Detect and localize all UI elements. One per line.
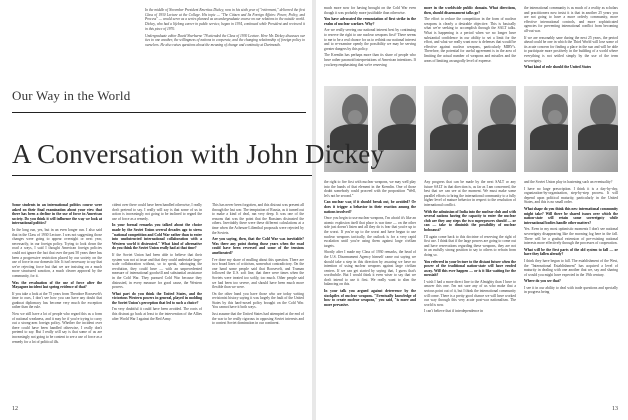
interview-answer: Just assume that the United States had attempted at the end of the war to be really rigorous in opposing Soviet interests and to contest Soviet domination in our continent. xyxy=(212,312,304,326)
interview-question: What kind of role should the United States xyxy=(524,65,592,70)
interview-question: In your formal remarks you talked about the choice made by the Soviet Union several decades ago to stress "national competition and Cold War rather than to enter into unobstructed international collaboration with a Western world it distrusted." What kind of alternative do you think the Soviet Union really had at that time? xyxy=(112,223,202,251)
interview-answer: Yes. Even in my most optimistic moments I don't see national sovereignty disappearing like the morning fog here in the fall. There will be a gradual extension of pre-existing national interests more effectively through the processes of cooperation. xyxy=(524,227,618,246)
interview-question: Can nuclear war, if it should break out, be avoided? Or does it trigger a behavior in their reaction among the nations involved? xyxy=(324,200,416,214)
interview-answer: I see it in our ability to deal with trade questions and specially in progress being xyxy=(524,285,618,295)
text-column xyxy=(524,180,618,297)
interview-answer: the right to fire first with nuclear weapons, we may well play into the hands of that element in the Kremlin. One of those doubt somebody could proceed with the proposition "Well, let's not be second." xyxy=(324,180,416,198)
interview-question: Where do you see that? xyxy=(524,279,561,284)
interview-question: What part do you think the United States, and the victorious Western powers in general, played in molding the Soviet Union's perception that led to such a choice? xyxy=(112,291,202,305)
interview-answer: Once you begin to use nuclear weapons, I'm afraid it's like an atomic explosion itself that place is war time — on the other side just doesn't listen and all they do is fear that you're up to the worst. If you're up to the worst and have begun to use nuclear weapons tactically, the outlook is for a very rapid escalation until you're using them against large civilian targets. xyxy=(324,216,416,248)
intro-paragraph: In the middle of November President Emeritus Dickey, now in his sixth year of "retirement," delivered the first Class of 1930 Lecture at the College. His topic — "The Citizen and Its Foreign Affairs: Power, Policy, and Process" — would serve as a series planned as an undergraduate course on our relations to the outside world. Dickey, who had a lifelong career in public service, began in 1934, continued while President and reviewed it in this piece of 1970. xyxy=(145,8,305,31)
interview-answer: I'll again come back to this doctrine of reserving the right of first use. I think that if the large powers are going to come out and have reservations regarding these weapons, they are not in an awfully strong position to say to others to refrain from doing so. xyxy=(424,234,516,257)
headline: A Conversation with John Dickey xyxy=(12,139,385,169)
interview-answer: cident over there could have been handled otherwise, I really don't pretend to say. I really will say is that some of us in action is increasingly not going to be inclined to regard the use of force as a remedy. xyxy=(112,203,202,221)
intro-paragraph: Undergraduate editor David Sherburne '78 attended the Class of 1930 Lecture. Here Mr. Dickey discusses our ties to one another, the willingness of nations to cooperate, and the changing relationship of foreign policy to ourselves. He also raises questions about the meaning of change and continuity at Dartmouth. xyxy=(145,33,305,47)
interview-question: Are you saying, then, that the Cold War was inevitable? Was there any point during those years when the road could have been reversed and some of the tensions ameliorated? xyxy=(212,237,304,255)
interview-question: With the admission of India into the nuclear club and with several nations having the capacity to enter the nuclear club are they any steps the two superpowers should — or can — take to diminish the possibility of nuclear holocaust? xyxy=(424,209,516,232)
text-column xyxy=(524,6,618,72)
interview-answer: the international community is as much of a reality as scholars and practitioners now insist it is that in another 25 years you are not going to have a more orderly community, more effective international controls, and more sophisticated agencies for preventing international conflict from becoming all-out war. xyxy=(524,6,618,33)
interview-answer: This has never been forgotten, and this distrust was present all through the last war. The temptation of Russia, as it turned out to make a kind of deal, ran very deep. It was one of the reasons that was the point that the Russians distrusted the others. Inevitably there were these different calculations at a time when the Acheson-Lilienthal proposals were rejected by the Soviets. xyxy=(212,203,305,235)
text-column xyxy=(424,6,516,65)
interview-answer: The Kremlin has perhaps more than its share of people who have rather paranoid interpretations of American intentions. If you keep emphasizing that we're reserving xyxy=(324,53,416,67)
text-column xyxy=(12,203,102,346)
interview-answer: I've done my share of mulling about this question. There are two broad lines of criticism, somewhat contradictory. On the one hand some people said that Roosevelt, and Truman followed the U.S. soft line, that there were times when the Soviets were treated too softly, too much. Other people said we had been too severe, and should have been much more flexible than we were. xyxy=(212,257,304,290)
interview-answer: Now we still have a lot of people who regard this as a form of national weakness, and it may be if you're trying to carry out a strong-arm foreign policy. Whether the incident over there could have been handled otherwise, I really don't pretend to say. But I really will say is that some of us are increasingly not going to be content to see a use of force as a remedy for a lot of political ills. xyxy=(12,312,102,344)
page-number: 13 xyxy=(612,406,618,412)
page-number: 12 xyxy=(12,406,18,412)
interview-answer: I think they have begun to fall. The establishment of the West, the "International Establishment" has acquired a level of maturity in dealing with one another that we, say and sharing of would you might have expected in the 19th century. xyxy=(524,258,618,277)
interview-answer: On the other hand you have those who are today writing revisionist history saying it was largely the fault of the United States by this hard-nosed policy brought on the Cold War. You cannot have it both ways. xyxy=(212,291,304,310)
interview-question: Some students in an international politics course were asked on their final examination about your view that there has been a decline in the use of force in American society. Do you think it will influence the way we look at international politics? xyxy=(12,203,102,226)
intro-blurb xyxy=(145,8,305,50)
text-column xyxy=(324,180,416,309)
interview-answer: If we are reasonably sane during the next 25 years, the period ahead could be one in which the Third World will lose some of its acute concern for finding a place in the sun and will be able to participate more positively in the building of a world where everything is not settled simply by the use of the term sovereignty. xyxy=(524,35,618,63)
text-column xyxy=(424,180,516,316)
interview-answer: Shortly after I made my Class of 1930 remarks, the head of the U.S. Disarmament Agency himself came out saying we should take a step in this direction by assuring we have no intention of using nuclear weapons against large civilian centers. If we can get started by saying that, I guess that's worthwhile. But I would think it even wiser to say that we don't intend to use it first. We really want to slim the balancing on this. xyxy=(324,250,416,287)
interview-answer: The effort to reduce the competition in the form of nuclear weapons is clearly a desirable objective. This is basically what we're seeking to accomplish through the SALT talks. What is happening is a period when we no longer have substantial confidence in our ability to set a limit for the effort, and what we really want now is defenses that would be effective against nuclear weapons, particularly MIRV's. Therefore, the potential for useful agreement is in the area of limiting the actual number of weapons and missiles and the areas of limiting an ungodly level of expense. xyxy=(424,17,516,63)
right-page xyxy=(316,0,628,420)
interview-question: You referred in your lecture to the distant future when the power of the traditional nation-state will have eroded away. Will this ever happen — or is it like waiting for the messiah? xyxy=(424,259,516,278)
interview-question: What shape do you think this new international community might take? Will there be shared issues over which the nation-state will retain some sovereignty while international bodies handle other matters? xyxy=(524,206,618,225)
divider xyxy=(12,175,312,176)
interview-answer: If the Soviet Union had been able to believe that their system was not at issue and that they could undertake large-scale collaboration without, so to speak, sabotaging the revolution, they could have — with an unprecedented measure of international goodwill and substantial assistance in the Cold War. They pursued Cold War because they distrusted, in every measure for good cause, the Western powers. xyxy=(112,252,202,290)
interview-answer: and the Soviet Union play in hastening such an eventuality? xyxy=(524,180,613,184)
interview-question: You have advocated the renunciation of first strike in the realm of nuclear warfare. Why? xyxy=(324,17,416,26)
interview-answer: I wish I had a more direct line to the Almighty than I have to answer this one. I'm not sure any of us who make that a serious point out of it, but I think the international community will come. There is a pretty good chance we will have worked our way through this very acute post-war nationalism. The world is now. xyxy=(424,279,516,307)
interview-question: more in the worldwide public domain. What directions, then, should disarmament talks go? xyxy=(424,6,516,15)
interview-question: What will be the first parts of the old system to fall — or have they fallen already? xyxy=(524,247,618,257)
text-column xyxy=(112,203,202,323)
interview-answer: In the long run, yes, but in an even longer run. I also said that in the Class of 1930 Lecture. I was not suggesting those changes were going to appear overnight or next year, necessarily, in our foreign policy. Trying to look down the road a ways, I said I thought American foreign policies could not ignore the fact that over the past 50 years there has been a progressive restriction placed by our society on the use of force in our domestic life. It isn't necessary to say that we're rejecting force but that we are insisting on a much more structured sanction, a much clearer approval by the community, for it. xyxy=(12,227,102,278)
interview-answer: much more now for having brought on the Cold War even though it was probably more justifiable than otherwise. xyxy=(324,6,416,15)
interview-answer: I can't believe that if interdependence in xyxy=(424,309,484,314)
section-kicker: Our Way in the World xyxy=(12,88,131,103)
left-page xyxy=(0,0,312,420)
portrait-photo xyxy=(572,86,618,172)
text-column xyxy=(212,203,304,328)
interview-answer: Are we really serving our national interest best by continuing to reserve the right to use nuclear weapons first? There seems to me to be a real chance for us to rethink our national interest and to re-examine openly the possibility we may be serving greater dangers by this policy. xyxy=(324,28,416,51)
interview-question: In your talk you argued against deterrence by the stockpiles of nuclear weapons. "Eventually knowledge of how to create nuclear weapons," you said, "is more and more pervasive. xyxy=(324,289,416,307)
interview-answer: If you take a look at the 75 years from Theodore Roosevelt's time to ours, I don't see how you can have any doubt that gunboat diplomacy has become very much the exception rather than the rule. xyxy=(12,291,102,310)
interview-answer: I have no large prescription. I think it is a day-by-day, organization-by-organization, step-by-step process. It will depend upon political maturity, particularly in the United States, and this is no small order. xyxy=(524,186,618,205)
interview-answer: I'm very doubtful it could have been avoided. The roots of this distrust go back at least to the intervention of the Allies after World War I against the Red Army. xyxy=(112,307,202,321)
interview-question: Was the revaluation of the use of force after the Mayaguez incident last spring evidence of that? xyxy=(12,280,102,290)
divider xyxy=(12,112,306,113)
interview-answer: Any progress that can be made by the next SALT or any future SALT in that direction is, as far as I am concerned, the best that we can see at the moment. We must make some parallel efforts to bring the international community to a fully higher level of mature behavior in respect to the resolution of international conflict. xyxy=(424,180,516,207)
text-column xyxy=(324,6,416,69)
